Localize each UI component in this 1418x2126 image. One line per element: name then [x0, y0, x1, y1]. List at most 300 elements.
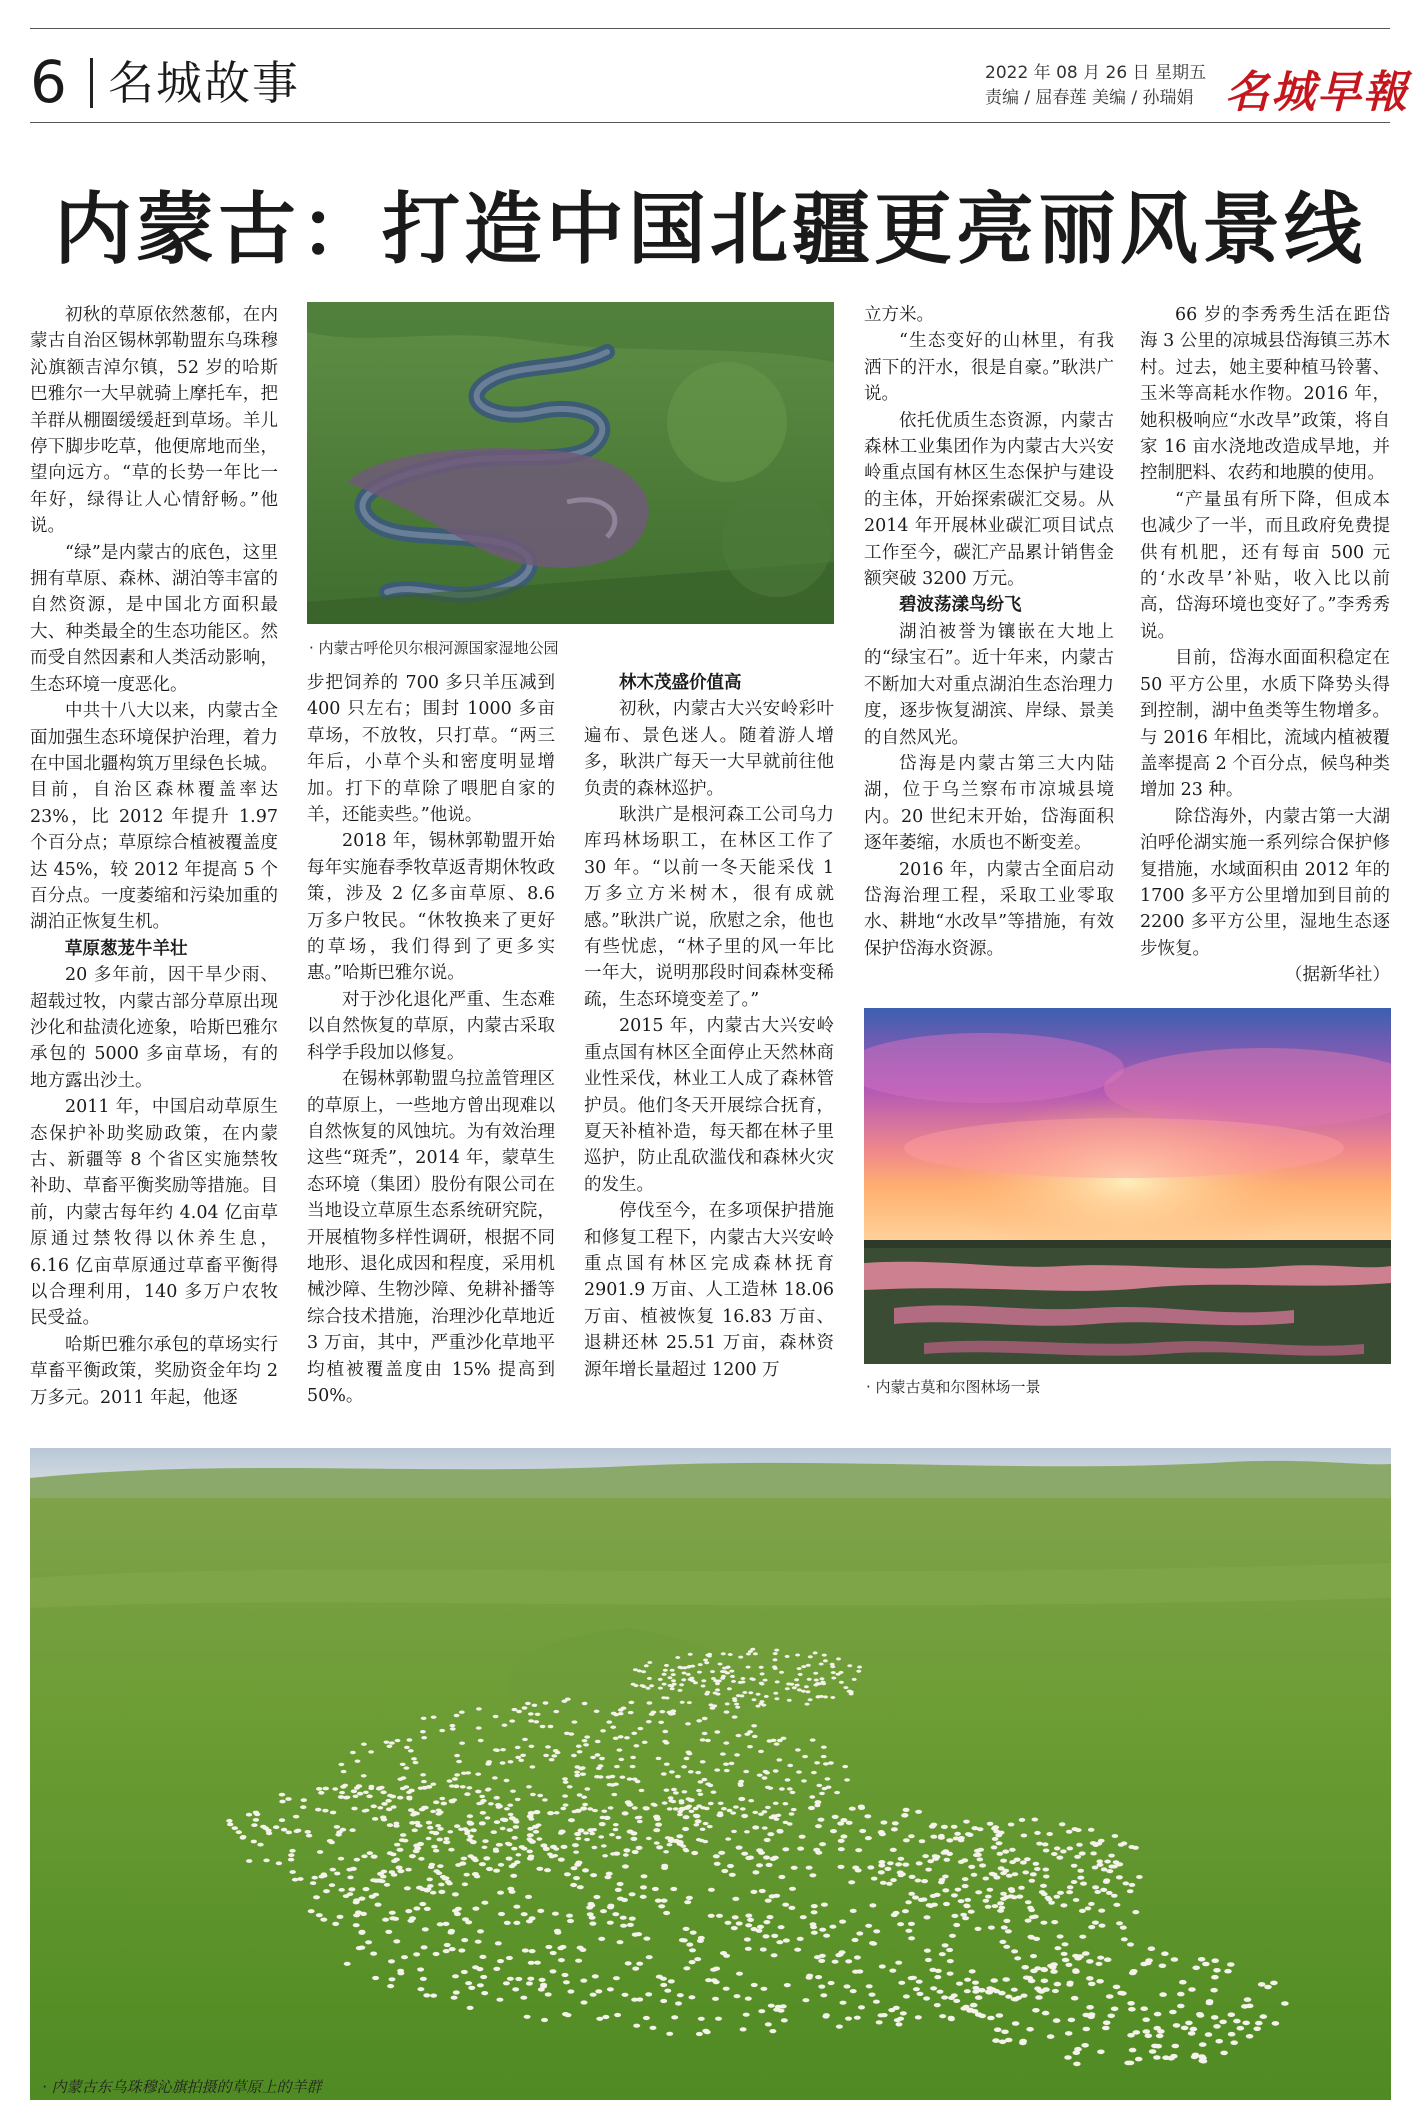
sheep-mark [683, 1815, 690, 1819]
sheep-mark [795, 1654, 800, 1657]
sheep-mark [1034, 1867, 1041, 1871]
sheep-mark [279, 1793, 285, 1797]
sheep-mark [669, 1770, 675, 1773]
sheep-mark [732, 1699, 737, 1702]
sheep-mark [1025, 1900, 1032, 1904]
sheep-mark [1030, 1872, 1037, 1876]
sheep-mark [856, 1670, 861, 1673]
sheep-mark [925, 1958, 932, 1962]
sheep-mark [369, 1785, 375, 1788]
sheep-mark [1083, 2027, 1091, 2032]
sheep-mark [339, 1791, 345, 1794]
sheep-mark [717, 1813, 724, 1817]
sheep-mark [840, 1834, 847, 1838]
sheep-mark [1136, 1875, 1143, 1879]
sheep-mark [539, 1978, 546, 1982]
sheep-mark [806, 1664, 811, 1667]
sheep-mark [588, 1903, 595, 1907]
sheep-mark [623, 1853, 629, 1856]
sheep-mark [1140, 1962, 1148, 1967]
sheep-mark [498, 1912, 505, 1916]
sheep-mark [687, 1701, 692, 1704]
sheep-mark [792, 1686, 797, 1689]
sheep-mark [1024, 1857, 1031, 1861]
sheep-mark [288, 1853, 294, 1857]
sheep-mark [979, 2014, 987, 2019]
sheep-mark [869, 1993, 876, 1997]
sheep-mark [731, 1926, 738, 1930]
sheep-mark [527, 1833, 534, 1837]
sheep-mark [705, 1654, 710, 1657]
sheep-mark [613, 1852, 620, 1856]
sheep-mark [987, 1888, 994, 1892]
sheep-mark [315, 1808, 321, 1812]
sheep-mark [992, 1837, 999, 1841]
sheep-mark [839, 1671, 844, 1674]
sheep-mark [767, 1915, 774, 1919]
sheep-mark [819, 1677, 824, 1680]
sheep-mark [461, 1970, 468, 1974]
sheep-mark [1157, 2029, 1165, 2034]
sheep-mark [736, 1694, 741, 1697]
sheep-mark [992, 1904, 999, 1908]
sheep-mark [902, 1909, 909, 1913]
sheep-mark [670, 1800, 676, 1803]
sheep-mark [686, 1896, 693, 1900]
sheep-mark [773, 1692, 778, 1695]
sheep-mark [800, 1915, 807, 1919]
sheep-mark [293, 1815, 299, 1819]
paragraph: 20 多年前，因干旱少雨、超载过牧，内蒙古部分草原出现沙化和盐渍化迹象，哈斯巴雅尔承包的 5000 多亩草场，有的地方露出沙土。 [30, 965, 278, 1091]
sheep-mark [656, 1845, 663, 1849]
sheep-mark [732, 1715, 738, 1718]
sheep-mark [1054, 1982, 1062, 1987]
sheep-mark [390, 1853, 396, 1857]
sheep-mark [756, 1863, 763, 1867]
sheep-mark [1052, 1989, 1059, 1993]
sheep-mark [332, 1787, 338, 1790]
sheep-mark [582, 1702, 588, 1705]
sheep-mark [726, 1666, 731, 1669]
sheep-mark [387, 1745, 393, 1748]
sheep-mark [731, 1680, 736, 1683]
sheep-mark [1172, 2044, 1180, 2049]
sheep-mark [806, 1974, 813, 1978]
sheep-mark [656, 1757, 662, 1760]
sheep-mark [1173, 2023, 1181, 2028]
sheep-mark [748, 1691, 753, 1694]
sheep-mark [393, 1939, 400, 1943]
sheep-mark [532, 1704, 538, 1707]
sheep-mark [694, 1957, 701, 1961]
article-column-4 [864, 302, 1114, 962]
sheep-mark [881, 2013, 888, 2017]
sheep-mark [592, 1846, 598, 1849]
sheep-mark [1009, 1860, 1016, 1864]
sheep-mark [575, 1765, 581, 1768]
sheep-mark [962, 1877, 969, 1881]
sheep-mark [1094, 1890, 1101, 1894]
sheep-mark [840, 2001, 847, 2005]
sheep-mark [767, 1832, 774, 1836]
sheep-mark [529, 1745, 535, 1748]
sheep-mark [659, 1710, 665, 1713]
sheep-mark [630, 1831, 637, 1835]
sheep-mark [1028, 1979, 1036, 1984]
sheep-mark [751, 1927, 758, 1931]
sheep-mark [355, 1760, 361, 1763]
sheep-mark [866, 1984, 873, 1988]
sheep-mark [683, 1927, 690, 1931]
sheep-mark [629, 1917, 636, 1921]
sheep-mark [821, 1746, 827, 1749]
sheep-mark [864, 1814, 871, 1818]
sheep-mark [595, 1740, 601, 1743]
sheep-mark [671, 1679, 676, 1682]
sheep-mark [387, 1823, 393, 1827]
sheep-mark [951, 1993, 958, 1997]
sheep-mark [574, 1774, 580, 1777]
sheep-mark [339, 1888, 345, 1892]
sheep-mark [482, 1839, 488, 1843]
sheep-mark [1057, 1934, 1064, 1938]
sheep-mark [1042, 1987, 1050, 1992]
sheep-mark [650, 2026, 657, 2030]
sheep-mark [516, 1853, 522, 1856]
sheep-mark [714, 1730, 720, 1733]
sheep-mark [575, 1837, 581, 1840]
sheep-mark [600, 1729, 606, 1732]
sheep-mark [562, 1794, 568, 1797]
sheep-mark [515, 1798, 521, 1801]
sheep-mark [559, 1830, 566, 1834]
sheep-mark [1018, 1886, 1025, 1890]
paragraph: 中共十八大以来，内蒙古全面加强生态环境保护治理，着力在中国北疆构筑万里绿色长城。目前，自治区森林覆盖率达 23%，比 2012 年提升 1.97 个百分点；草原综合植被覆盖度达 45%，较 2012 年提高 5 个百分点。一度萎缩和污染加重的湖泊正恢复生机。 [30, 701, 278, 933]
sheep-mark [1108, 1854, 1115, 1858]
sheep-mark [639, 1789, 645, 1792]
sheep-mark [1003, 1895, 1010, 1899]
sheep-mark [787, 1699, 792, 1702]
sheep-mark [439, 1797, 445, 1800]
sheep-mark [969, 1969, 976, 1973]
sheep-mark [831, 1671, 836, 1674]
sheep-mark [461, 1857, 467, 1861]
sheep-mark [738, 1681, 743, 1684]
sheep-mark [773, 1658, 778, 1661]
sheep-mark [1057, 1891, 1064, 1895]
sheep-mark [348, 1887, 355, 1891]
sheep-mark [438, 1890, 445, 1894]
sheep-mark [782, 1903, 789, 1907]
sheep-mark [406, 1796, 412, 1800]
paragraph: 初秋，内蒙古大兴安岭彩叶遍布、景色迷人。随着游人增多，耿洪广每天一大早就前往他负责的森林巡护。 [584, 699, 834, 799]
sheep-mark [690, 1665, 695, 1668]
sheep-mark [1009, 1889, 1016, 1893]
sheep-mark [430, 1810, 436, 1813]
sheep-mark [525, 1702, 531, 1705]
sheep-mark [528, 1961, 535, 1965]
sheep-mark [613, 1823, 619, 1826]
sheep-mark [481, 1901, 488, 1905]
sheep-mark [859, 1829, 866, 1833]
sheep-mark [1064, 2055, 1072, 2060]
sheep-mark [915, 1810, 922, 1814]
sheep-mark [887, 1861, 894, 1865]
sheep-mark [728, 1653, 733, 1656]
sheep-mark [637, 1820, 643, 1823]
sheep-mark [667, 1843, 673, 1846]
sheep-mark [480, 1975, 487, 1979]
sheep-mark [662, 1730, 668, 1733]
sheep-mark [819, 1954, 826, 1958]
sheep-mark [1079, 1851, 1086, 1855]
sheep-mark [618, 1712, 624, 1715]
sheep-mark [852, 1970, 859, 1974]
sheep-mark [785, 1687, 790, 1690]
sheep-mark [365, 1940, 372, 1944]
sheep-mark [577, 1885, 584, 1889]
sheep-mark [1228, 2032, 1236, 2037]
sheep-mark [356, 1784, 362, 1788]
sheep-mark [836, 1657, 841, 1660]
sheep-mark [948, 2016, 955, 2020]
sheep-mark [477, 1983, 484, 1987]
sheep-mark [590, 1756, 596, 1759]
sheep-mark [360, 1912, 367, 1916]
sheep-mark [684, 1806, 691, 1810]
sheep-mark [916, 1861, 923, 1865]
sheep-mark [752, 1698, 757, 1701]
sheep-mark [879, 1964, 886, 1968]
sheep-mark [1022, 1870, 1029, 1874]
sheep-mark [403, 1785, 409, 1788]
sheep-mark [601, 1844, 607, 1847]
sheep-mark [716, 1914, 723, 1918]
sheep-mark [675, 1656, 680, 1659]
sheep-mark [681, 1938, 688, 1942]
sheep-mark [626, 1803, 633, 1807]
sheep-mark [660, 1977, 667, 1981]
sheep-mark [658, 1721, 664, 1724]
sheep-mark [1001, 1925, 1008, 1929]
sheep-mark [729, 1873, 736, 1877]
sheep-mark [643, 1937, 650, 1941]
sheep-mark [693, 1823, 699, 1826]
sheep-mark [620, 1916, 627, 1920]
sheep-mark [1014, 1956, 1021, 1960]
sheep-mark [821, 1903, 828, 1907]
sheep-mark [600, 1909, 607, 1913]
sheep-mark [718, 1851, 725, 1855]
sheep-mark [1270, 1981, 1278, 1986]
sheep-mark [631, 1732, 637, 1735]
sheep-mark [319, 1875, 325, 1879]
sheep-mark [698, 1663, 703, 1666]
sheep-mark [791, 1866, 798, 1870]
sheep-mark [738, 1797, 745, 1801]
sheep-mark [437, 1838, 443, 1842]
paragraph: 步把饲养的 700 多只羊压减到 400 只左右；围封 1000 多亩草场，不放牧，只打草。“两三年后，小草个头和密度明显增加。打下的草除了喂肥自家的羊，还能卖些。”他说。 [307, 673, 555, 826]
sheep-mark [529, 1949, 536, 1953]
sheep-mark [385, 1930, 392, 1934]
sheep-mark [785, 1778, 791, 1781]
sheep-mark [479, 1862, 486, 1866]
sheep-mark [741, 1852, 748, 1856]
sheep-mark [1042, 2011, 1050, 2016]
sheep-mark [774, 1697, 779, 1700]
sheep-mark [1188, 2031, 1196, 2036]
sheep-mark [436, 1871, 442, 1875]
sheep-mark [332, 1922, 339, 1926]
sheep-mark [418, 1857, 424, 1861]
sheep-mark [689, 1948, 696, 1952]
sheep-mark [943, 1902, 950, 1906]
sheep-mark [763, 1679, 768, 1682]
sheep-mark [312, 1876, 318, 1880]
sheep-mark [404, 1746, 410, 1749]
sheep-mark [763, 1920, 770, 1924]
sheep-mark [545, 1992, 552, 1996]
sheep-mark [551, 1754, 557, 1757]
sheep-mark [614, 1765, 620, 1768]
sheep-mark [662, 1673, 667, 1676]
sheep-mark [452, 1892, 459, 1896]
sheep-mark [1041, 1979, 1049, 1984]
sheep-mark [886, 1882, 893, 1886]
sheep-mark [983, 1877, 990, 1881]
sheep-mark [811, 1771, 817, 1774]
sheep-mark [389, 1977, 396, 1981]
sheep-mark [986, 1990, 994, 1995]
sheep-mark [814, 1761, 820, 1764]
sheep-mark [847, 1690, 852, 1693]
sheep-mark [433, 1800, 439, 1804]
sheep-mark [1050, 1969, 1058, 1974]
paragraph: 立方米。 [864, 305, 934, 325]
sheep-mark [1066, 1890, 1073, 1894]
sheep-mark [251, 1823, 257, 1827]
sheep-mark [409, 1916, 416, 1920]
sheep-mark [774, 1742, 780, 1745]
sheep-mark [1088, 1925, 1095, 1929]
sheep-mark [747, 1918, 754, 1922]
sheep-mark [677, 1993, 684, 1997]
sheep-mark [516, 1710, 522, 1713]
sheep-mark [769, 2029, 776, 2033]
sheep-mark [878, 1830, 885, 1834]
sheep-mark [901, 1813, 908, 1817]
sheep-mark [830, 1665, 835, 1668]
sheep-mark [816, 1784, 822, 1787]
sheep-mark [696, 1719, 702, 1722]
sheep-mark [645, 1992, 652, 1996]
sheep-mark [898, 1873, 905, 1877]
sheep-mark [1171, 1957, 1179, 1962]
sheep-mark [989, 1872, 996, 1876]
sheep-mark [934, 2003, 941, 2007]
sheep-mark [396, 1866, 403, 1870]
sheep-mark [776, 1940, 783, 1944]
sheep-mark [1215, 2039, 1223, 2044]
subheading: 碧波荡漾鸟纷飞 [899, 595, 1022, 616]
sheep-mark [751, 1983, 758, 1987]
sheep-mark [778, 1875, 785, 1879]
sheep-mark [829, 1925, 836, 1929]
sheep-mark [759, 1682, 764, 1685]
sheep-mark [1213, 2024, 1221, 2029]
sheep-mark [1005, 1929, 1012, 1933]
sheep-mark [340, 1785, 346, 1789]
sheep-mark [725, 1672, 730, 1675]
sheep-mark [452, 1974, 459, 1978]
sheep-mark [647, 1677, 652, 1680]
sheep-mark [688, 1653, 693, 1656]
sheep-mark [640, 1885, 647, 1889]
sheep-mark [678, 1689, 683, 1692]
sheep-mark [426, 1837, 432, 1840]
sheep-mark [638, 1727, 644, 1730]
sheep-mark [783, 1802, 789, 1805]
sheep-mark [951, 1825, 958, 1829]
sheep-mark [627, 1777, 633, 1780]
sheep-mark [942, 1875, 949, 1879]
sheep-mark [763, 1855, 770, 1859]
sheep-mark [1071, 1864, 1078, 1868]
sheep-mark [646, 1687, 651, 1690]
sheep-mark [686, 1673, 691, 1676]
sheep-mark [584, 1735, 590, 1738]
sheep-mark [454, 1773, 460, 1776]
sheep-mark [583, 1831, 589, 1834]
sheep-mark [765, 1786, 771, 1789]
sheep-mark [358, 1897, 365, 1901]
sheep-mark [701, 1679, 706, 1682]
sheep-mark [547, 1811, 554, 1815]
sheep-mark [996, 1841, 1003, 1845]
sheep-mark [713, 1854, 720, 1858]
sheep-mark [897, 1922, 904, 1926]
sheep-mark [435, 1824, 441, 1827]
paragraph: 初秋的草原依然葱郁，在内蒙古自治区锡林郭勒盟东乌珠穆沁旗额吉淖尔镇，52 岁的哈斯巴雅尔一大早就骑上摩托车，把羊群从棚圈缓缓赶到草场。羊儿停下脚步吃草，他便席地而坐，望向远方。“草的长势一年比一年好，绿得让人心情舒畅。”他说。 [30, 305, 278, 537]
sheep-mark [353, 1900, 360, 1904]
sheep-mark [818, 1985, 825, 1989]
sheep-mark [354, 1858, 360, 1862]
paragraph: “生态变好的山林里，有我洒下的汗水，很是自豪。”耿洪广说。 [864, 331, 1114, 405]
sheep-mark [750, 1890, 757, 1894]
sheep-mark [818, 1818, 825, 1822]
sheep-mark [447, 1830, 453, 1833]
sheep-mark [572, 1843, 579, 1847]
sheep-mark [1062, 1958, 1070, 1963]
sheep-mark [413, 1906, 420, 1910]
sheep-mark [924, 1949, 931, 1953]
sheep-mark [946, 1948, 953, 1952]
sheep-mark [979, 1863, 986, 1867]
sheep-mark [384, 1883, 390, 1887]
sheep-mark [1145, 2034, 1153, 2039]
sheep-mark [697, 1671, 702, 1674]
sheep-mark [1062, 1942, 1069, 1946]
sheep-mark [443, 1949, 450, 1953]
sheep-mark [915, 1879, 922, 1883]
sheep-mark [647, 1701, 653, 1704]
sheep-mark [630, 1765, 636, 1768]
sheep-mark [618, 1758, 624, 1761]
sheep-mark [420, 1773, 426, 1776]
sheep-mark [963, 1904, 970, 1908]
sheep-mark [590, 1873, 597, 1877]
sheep-mark [361, 1774, 367, 1777]
